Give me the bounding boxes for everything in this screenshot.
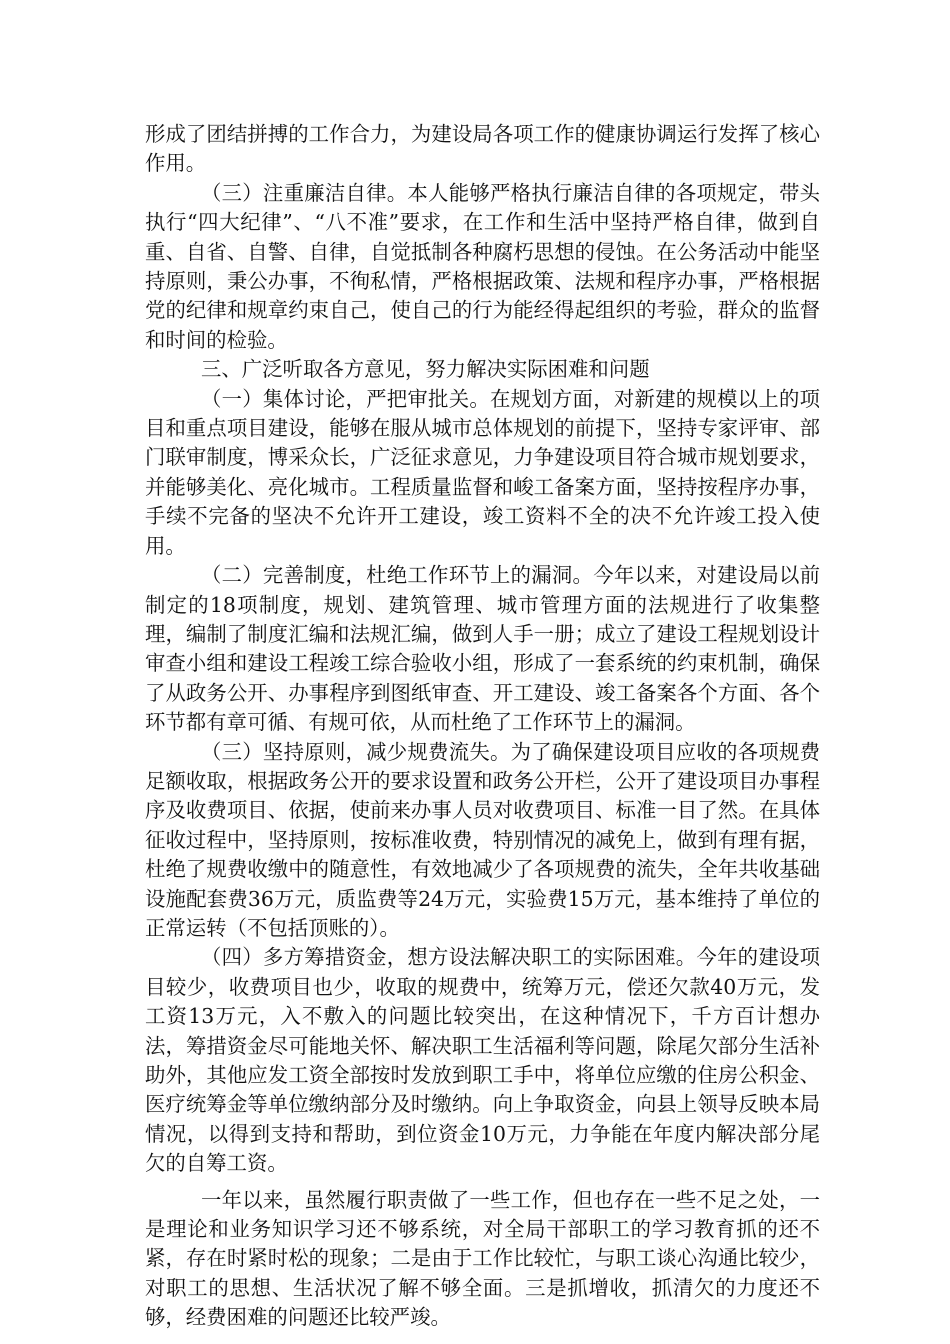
paragraph-integrity: （三）注重廉洁自律。本人能够严格执行廉洁自律的各项规定，带头执行“四大纪律”、“八不准”要求，在工作和生活中坚持严格自律，做到自重、自省、自警、自律，自觉抵制各种腐朽思想的侵蚀。在公务活动中能坚持原则，秉公办事，不徇私情，严格根据政策、法规和程序办事，严格根据党的纪律和规章约束自己，使自己的行为能经得起组织的考验，群众的监督和时间的检验。 bbox=[145, 180, 820, 352]
paragraph-approval: （一）集体讨论，严把审批关。在规划方面，对新建的规模以上的项目和重点项目建设，能够在服从城市总体规划的前提下，坚持专家评审、部门联审制度，博采众长，广泛征求意见，力争建设项目符合城市规划要求，并能够美化、亮化城市。工程质量监督和峻工备案方面，坚持按程序办事，手续不完备的坚决不允许开工建设，竣工资料不全的决不允许竣工投入使用。 bbox=[145, 386, 820, 558]
paragraph-system: （二）完善制度，杜绝工作环节上的漏洞。今年以来，对建设局以前制定的18项制度，规划、建筑管理、城市管理方面的法规进行了收集整理，编制了制度汇编和法规汇编，做到人手一册；成立了建设工程规划设计审查小组和建设工程竣工综合验收小组，形成了一套系统的约束机制，确保了从政务公开、办事程序到图纸审查、开工建设、竣工备案各个方面、各个环节都有章可循、有规可依，从而杜绝了工作环节上的漏洞。 bbox=[145, 563, 820, 735]
section-heading-three: 三、广泛听取各方意见，努力解决实际困难和问题 bbox=[201, 357, 650, 382]
paragraph-funds: （四）多方筹措资金，想方设法解决职工的实际困难。今年的建设项目较少，收费项目也少，收取的规费中，统筹万元，偿还欠款40万元，发工资13万元，入不敷入的问题比较突出，在这种情况下，千方百计想办法，筹措资金尽可能地关怀、解决职工生活福利等问题，除尾欠部分生活补助外，其他应发工资全部按时发放到职工手中，将单位应缴的住房公积金、医疗统筹金等单位缴纳部分及时缴纳。向上争取资金，向县上领导反映本局情况，以得到支持和帮助，到位资金10万元，力争能在年度内解决部分尾欠的自筹工资。 bbox=[145, 945, 820, 1176]
paragraph-continuation: 形成了团结拼搏的工作合力，为建设局各项工作的健康协调运行发挥了核心作用。 bbox=[145, 122, 820, 176]
document-body bbox=[145, 120, 820, 1333]
paragraph-shortcomings: 一年以来，虽然履行职责做了一些工作，但也存在一些不足之处，一是理论和业务知识学习还不够系统，对全局干部职工的学习教育抓的还不紧，存在时紧时松的现象；二是由于工作比较忙，与职工谈心沟通比较少，对职工的思想、生活状况了解不够全面。三是抓增收，抓清欠的力度还不够，经费困难的问题还比较严竣。 bbox=[145, 1187, 820, 1330]
paragraph-fees: （三）坚持原则，减少规费流失。为了确保建设项目应收的各项规费足额收取，根据政务公开的要求设置和政务公开栏，公开了建设项目办事程序及收费项目、依据，使前来办事人员对收费项目、标准一目了然。在具体征收过程中，坚持原则，按标准收费，特别情况的减免上，做到有理有据，杜绝了规费收缴中的随意性，有效地减少了各项规费的流失，全年共收基础设施配套费36万元，质监费等24万元，实验费15万元，基本维持了单位的正常运转（不包括顶账的）。 bbox=[145, 739, 820, 940]
